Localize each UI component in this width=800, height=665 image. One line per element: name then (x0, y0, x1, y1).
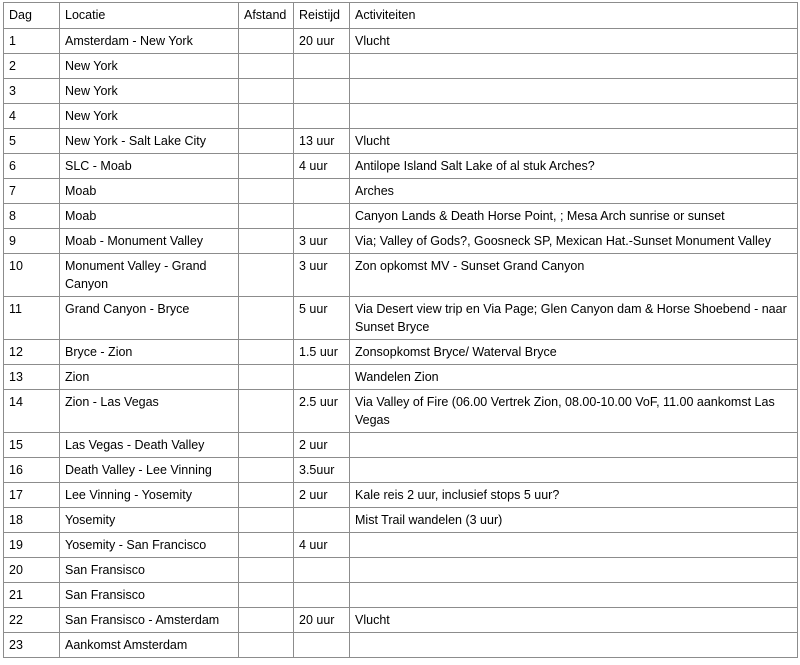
cell-activiteiten (350, 433, 798, 458)
cell-reistijd: 4 uur (294, 533, 350, 558)
cell-reistijd (294, 54, 350, 79)
cell-afstand (239, 533, 294, 558)
cell-locatie: New York - Salt Lake City (60, 129, 239, 154)
table-row (4, 533, 798, 558)
cell-reistijd (294, 558, 350, 583)
header-reistijd: Reistijd (294, 3, 350, 29)
cell-afstand (239, 365, 294, 390)
cell-reistijd: 5 uur (294, 297, 350, 340)
table-row (4, 79, 798, 104)
cell-activiteiten: Antilope Island Salt Lake of al stuk Arches? (350, 154, 798, 179)
cell-dag: 3 (4, 79, 60, 104)
cell-locatie: New York (60, 54, 239, 79)
cell-dag: 13 (4, 365, 60, 390)
cell-afstand (239, 54, 294, 79)
cell-activiteiten: Zonsopkomst Bryce/ Waterval Bryce (350, 340, 798, 365)
cell-activiteiten (350, 583, 798, 608)
header-locatie: Locatie (60, 3, 239, 29)
cell-afstand (239, 458, 294, 483)
cell-dag: 2 (4, 54, 60, 79)
cell-reistijd (294, 633, 350, 658)
cell-locatie: Zion - Las Vegas (60, 390, 239, 433)
table-row (4, 608, 798, 633)
cell-reistijd: 2.5 uur (294, 390, 350, 433)
cell-locatie: Zion (60, 365, 239, 390)
cell-activiteiten (350, 458, 798, 483)
cell-afstand (239, 179, 294, 204)
cell-locatie: Death Valley - Lee Vinning (60, 458, 239, 483)
cell-reistijd: 2 uur (294, 433, 350, 458)
table-row (4, 104, 798, 129)
cell-dag: 12 (4, 340, 60, 365)
cell-dag: 19 (4, 533, 60, 558)
cell-reistijd (294, 204, 350, 229)
cell-reistijd: 13 uur (294, 129, 350, 154)
cell-dag: 8 (4, 204, 60, 229)
cell-activiteiten: Mist Trail wandelen (3 uur) (350, 508, 798, 533)
cell-activiteiten: Arches (350, 179, 798, 204)
cell-locatie: Aankomst Amsterdam (60, 633, 239, 658)
cell-dag: 6 (4, 154, 60, 179)
cell-activiteiten (350, 558, 798, 583)
cell-reistijd: 3 uur (294, 229, 350, 254)
table-row (4, 583, 798, 608)
cell-activiteiten: Via Desert view trip en Via Page; Glen Canyon dam & Horse Shoebend - naar Sunset Bryce (350, 297, 798, 340)
cell-reistijd: 1.5 uur (294, 340, 350, 365)
cell-dag: 22 (4, 608, 60, 633)
cell-reistijd (294, 508, 350, 533)
cell-locatie: Grand Canyon - Bryce (60, 297, 239, 340)
cell-locatie: San Fransisco (60, 583, 239, 608)
table-row (4, 390, 798, 433)
cell-activiteiten: Vlucht (350, 129, 798, 154)
cell-locatie: San Fransisco (60, 558, 239, 583)
cell-dag: 17 (4, 483, 60, 508)
table-row (4, 204, 798, 229)
cell-locatie: Bryce - Zion (60, 340, 239, 365)
cell-activiteiten (350, 633, 798, 658)
cell-afstand (239, 204, 294, 229)
cell-afstand (239, 508, 294, 533)
cell-dag: 20 (4, 558, 60, 583)
table-row (4, 229, 798, 254)
cell-locatie: Moab (60, 204, 239, 229)
cell-dag: 18 (4, 508, 60, 533)
cell-dag: 7 (4, 179, 60, 204)
cell-locatie: Yosemity - San Francisco (60, 533, 239, 558)
cell-reistijd: 3.5uur (294, 458, 350, 483)
header-dag: Dag (4, 3, 60, 29)
table-row (4, 340, 798, 365)
cell-activiteiten: Zon opkomst MV - Sunset Grand Canyon (350, 254, 798, 297)
cell-dag: 15 (4, 433, 60, 458)
table-row (4, 179, 798, 204)
table-row (4, 297, 798, 340)
cell-reistijd (294, 365, 350, 390)
table-row (4, 54, 798, 79)
cell-dag: 9 (4, 229, 60, 254)
cell-dag: 5 (4, 129, 60, 154)
table-row (4, 254, 798, 297)
cell-locatie: New York (60, 79, 239, 104)
cell-afstand (239, 433, 294, 458)
cell-afstand (239, 483, 294, 508)
cell-afstand (239, 129, 294, 154)
cell-reistijd (294, 104, 350, 129)
cell-locatie: Moab - Monument Valley (60, 229, 239, 254)
table-row (4, 508, 798, 533)
table-row (4, 483, 798, 508)
cell-afstand (239, 608, 294, 633)
cell-activiteiten: Vlucht (350, 608, 798, 633)
cell-reistijd (294, 179, 350, 204)
cell-activiteiten (350, 79, 798, 104)
table-row (4, 365, 798, 390)
cell-dag: 11 (4, 297, 60, 340)
cell-afstand (239, 390, 294, 433)
cell-afstand (239, 583, 294, 608)
cell-locatie: Monument Valley - Grand Canyon (60, 254, 239, 297)
cell-activiteiten: Canyon Lands & Death Horse Point, ; Mesa Arch sunrise or sunset (350, 204, 798, 229)
cell-activiteiten: Via Valley of Fire (06.00 Vertrek Zion, 08.00-10.00 VoF, 11.00 aankomst Las Vegas (350, 390, 798, 433)
cell-reistijd (294, 79, 350, 104)
table-row (4, 129, 798, 154)
cell-locatie: San Fransisco - Amsterdam (60, 608, 239, 633)
cell-activiteiten (350, 104, 798, 129)
cell-locatie: Yosemity (60, 508, 239, 533)
cell-dag: 14 (4, 390, 60, 433)
cell-dag: 4 (4, 104, 60, 129)
table-row (4, 633, 798, 658)
cell-locatie: SLC - Moab (60, 154, 239, 179)
cell-reistijd: 3 uur (294, 254, 350, 297)
cell-dag: 1 (4, 29, 60, 54)
cell-afstand (239, 633, 294, 658)
cell-activiteiten: Wandelen Zion (350, 365, 798, 390)
cell-reistijd (294, 583, 350, 608)
cell-activiteiten (350, 533, 798, 558)
cell-reistijd: 20 uur (294, 29, 350, 54)
cell-dag: 16 (4, 458, 60, 483)
table-row (4, 29, 798, 54)
cell-afstand (239, 79, 294, 104)
cell-afstand (239, 340, 294, 365)
header-activiteiten: Activiteiten (350, 3, 798, 29)
cell-locatie: Lee Vinning - Yosemity (60, 483, 239, 508)
cell-dag: 23 (4, 633, 60, 658)
table-row (4, 458, 798, 483)
cell-afstand (239, 154, 294, 179)
cell-locatie: Amsterdam - New York (60, 29, 239, 54)
cell-afstand (239, 558, 294, 583)
cell-afstand (239, 29, 294, 54)
cell-afstand (239, 104, 294, 129)
cell-activiteiten: Via; Valley of Gods?, Goosneck SP, Mexican Hat.-Sunset Monument Valley (350, 229, 798, 254)
cell-activiteiten: Vlucht (350, 29, 798, 54)
cell-dag: 21 (4, 583, 60, 608)
cell-reistijd: 20 uur (294, 608, 350, 633)
cell-afstand (239, 297, 294, 340)
cell-afstand (239, 254, 294, 297)
cell-afstand (239, 229, 294, 254)
cell-reistijd: 4 uur (294, 154, 350, 179)
header-afstand: Afstand (239, 3, 294, 29)
itinerary-table (3, 2, 798, 658)
cell-locatie: New York (60, 104, 239, 129)
cell-reistijd: 2 uur (294, 483, 350, 508)
table-header-row (4, 3, 798, 29)
cell-locatie: Moab (60, 179, 239, 204)
cell-activiteiten (350, 54, 798, 79)
cell-dag: 10 (4, 254, 60, 297)
table-row (4, 433, 798, 458)
cell-locatie: Las Vegas - Death Valley (60, 433, 239, 458)
table-row (4, 558, 798, 583)
cell-activiteiten: Kale reis 2 uur, inclusief stops 5 uur? (350, 483, 798, 508)
table-row (4, 154, 798, 179)
